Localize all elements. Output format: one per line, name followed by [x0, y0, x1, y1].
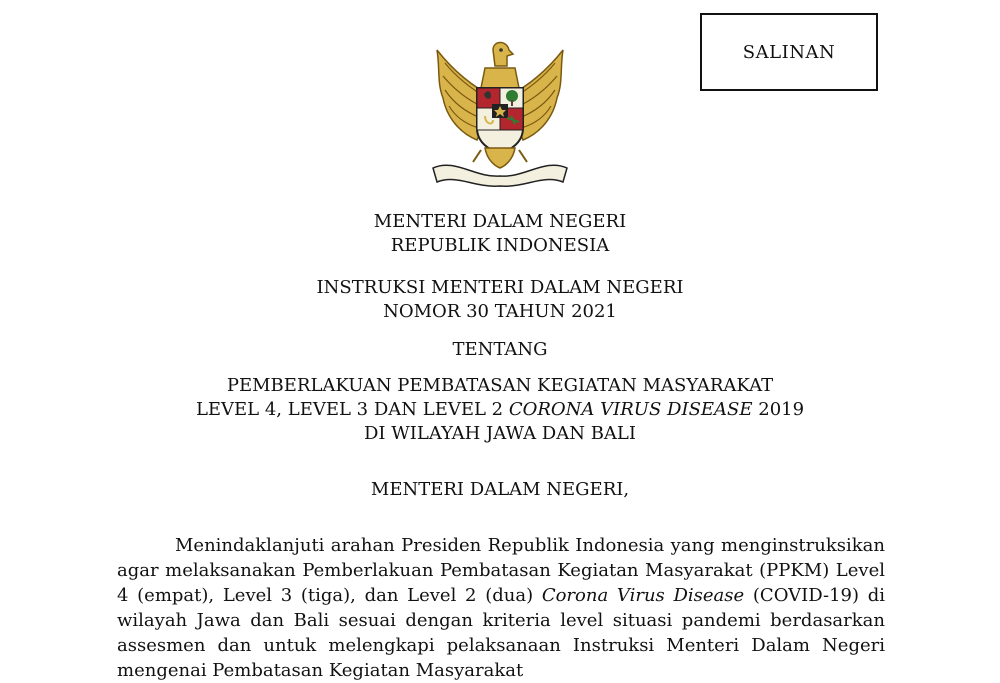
title-line-2-italic: CORONA VIRUS DISEASE — [508, 399, 753, 420]
about-label: TENTANG — [452, 339, 548, 360]
instruction-line-1: INSTRUKSI MENTERI DALAM NEGERI — [316, 277, 684, 298]
issuer-heading — [0, 210, 1000, 258]
body-text-italic: Corona Virus Disease — [541, 585, 745, 606]
body-text-part-2: (COVID-19) di wilayah Jawa dan Bali sesuai dengan kriteria level situasi pandemi berdasarkan assesmen dan untuk melengkapi pelaksanaan Instruksi Menteri Dalam Negeri mengenai Pembatasan Kegiatan Masyarakat — [117, 585, 885, 681]
title-line-2-post: 2019 — [752, 399, 805, 420]
salinan-stamp — [700, 13, 878, 91]
issuer-line-2: REPUBLIK INDONESIA — [390, 235, 610, 256]
addressee-heading — [0, 478, 1000, 502]
title-line-2-pre: LEVEL 4, LEVEL 3 DAN LEVEL 2 — [195, 399, 509, 420]
title-line-2 — [0, 398, 1000, 422]
instruction-heading — [0, 276, 1000, 324]
addressee-label: MENTERI DALAM NEGERI, — [370, 479, 630, 500]
body-text-part-1: Menindaklanjuti arahan Presiden Republik Indonesia yang menginstruksikan agar melaksanakan Pemberlakuan Pembatasan Kegiatan Masyarakat (PPKM) Level 4 (empat), Level 3 (tiga), dan Level 2 (dua) — [117, 535, 885, 606]
title-line-1: PEMBERLAKUAN PEMBATASAN KEGIATAN MASYARAKAT — [226, 375, 774, 396]
instruction-title — [0, 374, 1000, 446]
garuda-emblem-icon — [415, 28, 585, 193]
issuer-line-1: MENTERI DALAM NEGERI — [373, 211, 627, 232]
stamp-label: SALINAN — [742, 41, 836, 63]
about-heading — [0, 338, 1000, 362]
body-paragraph — [117, 533, 885, 683]
title-line-3: DI WILAYAH JAWA DAN BALI — [363, 423, 636, 444]
instruction-number: NOMOR 30 TAHUN 2021 — [383, 301, 617, 322]
